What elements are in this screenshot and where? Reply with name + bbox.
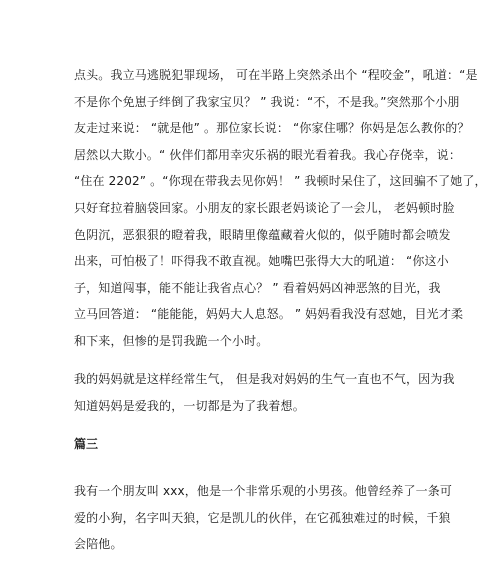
text-line: 知道妈妈是爱我的，一切都是为了我着想。: [74, 398, 305, 413]
text-line: 居然以大欺小。“ 伙伴们都用幸灾乐祸的眼光看着我。我心存侥幸，说：: [74, 147, 461, 162]
text-line: 友走过来说： “就是他” 。那位家长说： “你家住哪？你妈是怎么教你的？: [74, 121, 470, 136]
text-line: 会陪他。: [74, 537, 123, 552]
text-line: 子，知道闯事，能不能让我省点心？ ” 看着妈妈凶神恶煞的目光，我: [74, 280, 441, 295]
text-line: 我的妈妈就是这样经常生气， 但是我对妈妈的生气一直也不气，因为我: [74, 372, 455, 386]
paragraph-friend: [74, 478, 453, 558]
text-line: 和下来，但惨的是罚我跪一个小时。: [74, 333, 269, 348]
text-line: “住在 2202” 。“你现在带我去见你妈！ ” 我顿时呆住了，这回骗不了她了，: [74, 174, 487, 189]
text-line: 只好耷拉着脑袋回家。小朋友的家长跟老妈谈论了一会儿， 老妈顿时脸: [74, 200, 455, 215]
section-heading: 篇三: [74, 437, 99, 451]
text-line: 色阴沉，恶狠狠的瞪着我，眼睛里像蕴藏着火似的，似乎随时都会喷发: [74, 227, 451, 242]
text-line: 立马回答道： “能能能，妈妈大人息怒。 ” 妈妈看我没有怼她，目光才柔: [74, 307, 464, 322]
text-line: 爱的小狗，名字叫天狼，它是凯儿的伙伴，在它孤独难过的时候，千狼: [74, 510, 451, 525]
paragraph-mother: [74, 366, 455, 419]
text-line: 点头。我立马逃脱犯罪现场， 可在半路上突然杀出个 “程咬金”，吼道：“是: [74, 68, 478, 82]
text-line: 不是你个免崽子绊倒了我家宝贝？ ” 我说：“不，不是我。”突然那个小朋: [74, 94, 460, 109]
text-line: 出来，可怕极了！吓得我不敢直视。她嘴巴张得大大的吼道： “你这小: [74, 254, 449, 269]
text-line: 我有一个朋友叫 xxx，他是一个非常乐观的小男孩。他曾经养了一条可: [74, 484, 453, 498]
paragraph-story: [74, 62, 487, 355]
